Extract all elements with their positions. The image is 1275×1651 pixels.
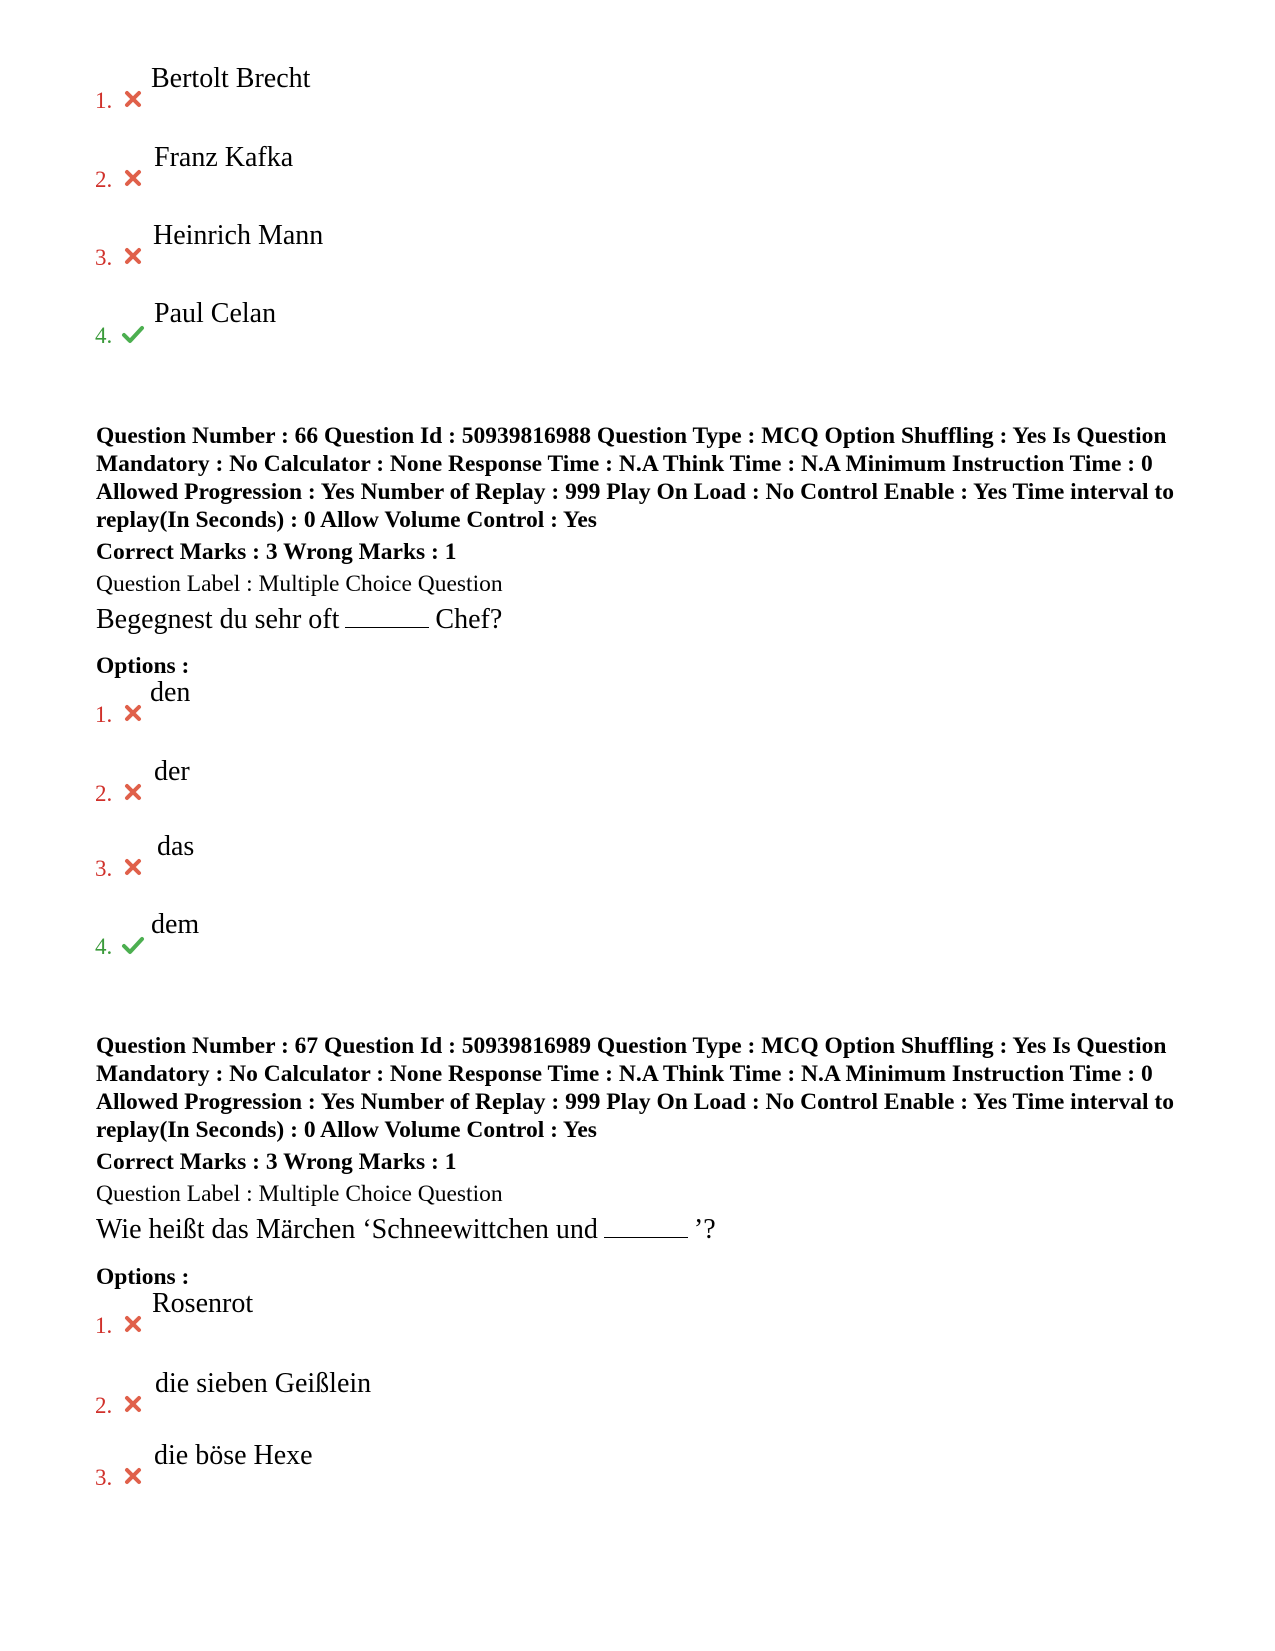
option-number: 3.	[95, 245, 113, 270]
option-text: die sieben Geißlein	[155, 1368, 372, 1399]
option-number: 3.	[95, 856, 113, 881]
options-title: Options :	[96, 1264, 190, 1290]
option-text: Heinrich Mann	[153, 220, 324, 251]
fill-blank	[604, 1215, 688, 1238]
question-text	[96, 1214, 716, 1246]
option-item	[0, 756, 800, 831]
cross-icon	[120, 700, 146, 726]
option-item	[0, 831, 800, 906]
option-text: das	[157, 831, 195, 862]
option-item	[0, 63, 800, 138]
option-text: die böse Hexe	[154, 1440, 313, 1471]
option-number: 3.	[95, 1465, 113, 1490]
option-text: Franz Kafka	[154, 142, 294, 173]
cross-icon	[120, 854, 146, 880]
question-text-before: Wie heißt das Märchen ‘Schneewittchen und	[96, 1214, 598, 1245]
option-item	[0, 1368, 800, 1443]
option-item-correct	[0, 909, 800, 984]
cross-icon	[120, 86, 146, 112]
option-item	[0, 220, 800, 295]
option-number: 4.	[95, 323, 113, 348]
question-66-header	[96, 422, 1206, 598]
cross-icon	[120, 779, 146, 805]
question-text-before: Begegnest du sehr oft	[96, 604, 340, 635]
cross-icon	[120, 243, 146, 269]
option-number: 4.	[95, 934, 113, 959]
option-item	[0, 142, 800, 217]
option-item-correct	[0, 298, 800, 373]
cross-icon	[120, 1311, 146, 1337]
question-text-after: Chef?	[435, 604, 503, 635]
option-text: Bertolt Brecht	[151, 63, 311, 94]
question-text	[96, 604, 502, 636]
cross-icon	[120, 165, 146, 191]
option-text: den	[150, 677, 191, 708]
question-label: Question Label : Multiple Choice Question	[96, 571, 503, 597]
check-icon	[120, 932, 146, 958]
question-67-header	[96, 1032, 1206, 1208]
option-item	[0, 1288, 800, 1363]
option-item	[0, 677, 800, 752]
question-label: Question Label : Multiple Choice Question	[96, 1181, 503, 1207]
question-marks: Correct Marks : 3 Wrong Marks : 1	[96, 539, 457, 565]
option-text: Paul Celan	[154, 298, 277, 329]
option-text: Rosenrot	[152, 1288, 254, 1319]
option-number: 2.	[95, 1393, 113, 1418]
cross-icon	[120, 1463, 146, 1489]
question-meta: Question Number : 67 Question Id : 50939816989 Question Type : MCQ Option Shuffling : Yes Is Question Mandatory : No Calculator : None Response Time : N.A Think Time : N.A Minimum Instruction Time : 0 Allowed Progression : Yes Number of Replay : 999 Play On Load : No Control Enable : Yes Time interval to replay(In Seconds) : 0 Allow Volume Control : Yes	[96, 1033, 1174, 1143]
option-number: 1.	[95, 88, 113, 113]
options-title: Options :	[96, 653, 190, 679]
question-text-after: ’?	[693, 1214, 716, 1245]
option-item	[0, 1440, 800, 1515]
option-text: dem	[151, 909, 200, 940]
option-number: 2.	[95, 167, 113, 192]
option-number: 2.	[95, 781, 113, 806]
option-text: der	[154, 756, 190, 787]
check-icon	[120, 321, 146, 347]
option-number: 1.	[95, 702, 113, 727]
fill-blank	[345, 605, 429, 628]
cross-icon	[120, 1391, 146, 1417]
question-marks: Correct Marks : 3 Wrong Marks : 1	[96, 1149, 457, 1175]
question-meta: Question Number : 66 Question Id : 50939816988 Question Type : MCQ Option Shuffling : Yes Is Question Mandatory : No Calculator : None Response Time : N.A Think Time : N.A Minimum Instruction Time : 0 Allowed Progression : Yes Number of Replay : 999 Play On Load : No Control Enable : Yes Time interval to replay(In Seconds) : 0 Allow Volume Control : Yes	[96, 423, 1174, 533]
option-number: 1.	[95, 1313, 113, 1338]
